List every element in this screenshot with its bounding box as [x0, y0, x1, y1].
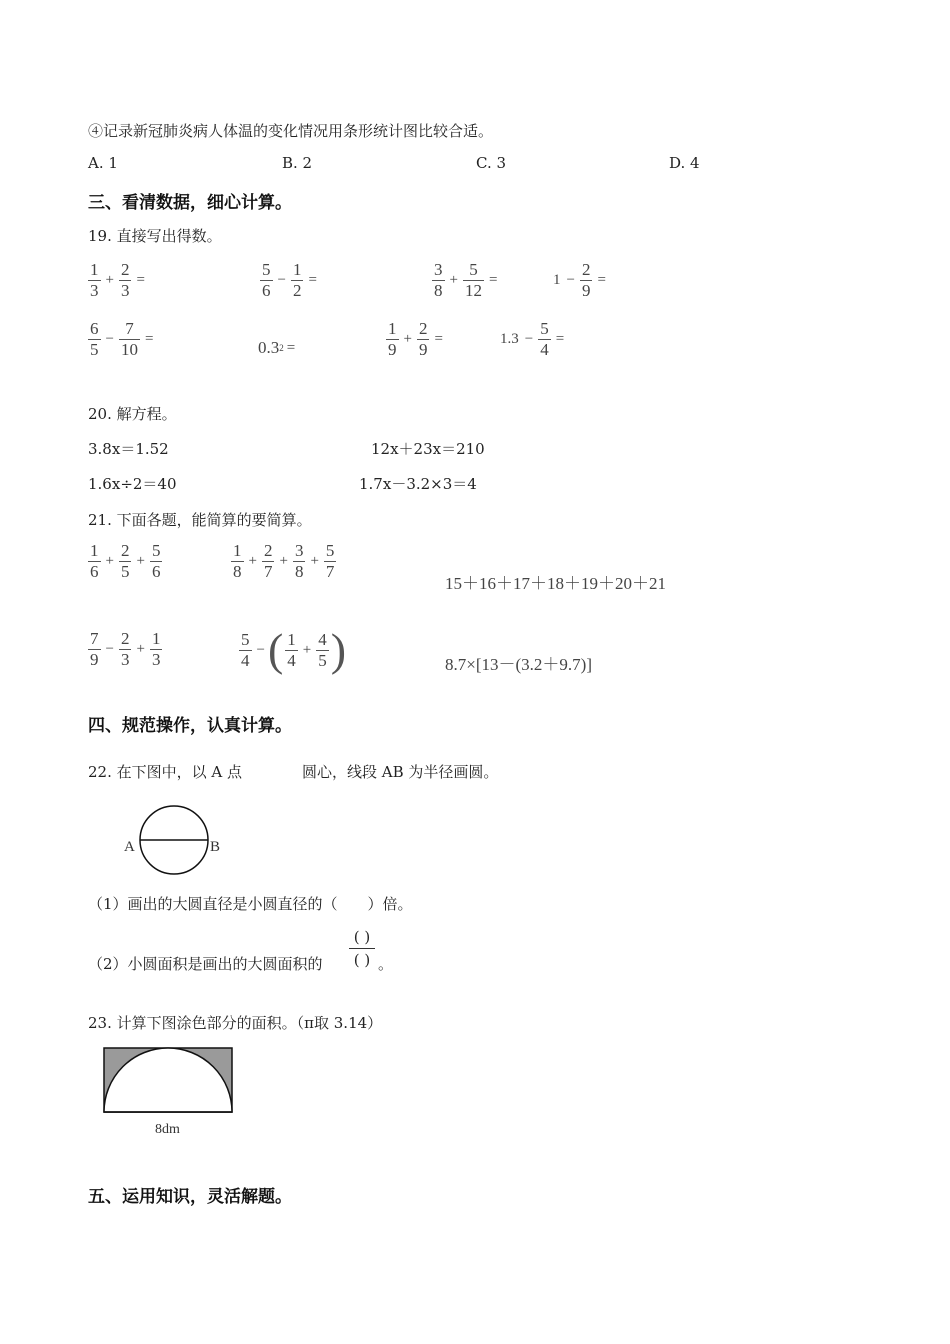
point-b-label: B: [210, 839, 221, 855]
q21-prompt: 21. 下面各题，能简算的要简算。: [88, 511, 312, 529]
q19-expr-6: 0.3 2 =: [258, 338, 296, 357]
q21-expr-4: $\frac{7}{9}$ − $\frac{2}{3}$ + $\frac{1}{3}$: [90, 629, 161, 669]
q23-prompt: 23. 计算下图涂色部分的面积。（π取 3.14）: [88, 1014, 383, 1032]
dimension-label: 8dm: [155, 1122, 180, 1137]
q20-equation-4: 1.7x－3.2×3＝4: [359, 475, 477, 493]
q19-expr-1: $\frac{1}{3}$ + $\frac{2}{3}$ =: [90, 260, 145, 300]
q20-prompt: 20. 解方程。: [88, 405, 177, 423]
q20-equation-3: 1.6x÷2＝40: [88, 475, 177, 493]
q19-prompt: 19. 直接写出得数。: [88, 227, 222, 245]
q21-expr-2: $\frac{1}{8}$ + $\frac{2}{7}$ + $\frac{3}{8}$ + $\frac{5}{7}$: [233, 541, 335, 581]
q21-expr-3: 15＋16＋17＋18＋19＋20＋21: [445, 574, 666, 593]
option-c[interactable]: C. 3: [476, 154, 507, 172]
q20-equation-1: 3.8x＝1.52: [88, 440, 169, 458]
section-3-title: 三、看清数据，细心计算。: [88, 193, 292, 213]
q22-sub-1: （1）画出的大圆直径是小圆直径的（ ）倍。: [88, 895, 413, 913]
option-b[interactable]: B. 2: [282, 154, 313, 172]
q19-expr-7: $\frac{1}{9}$ + $\frac{2}{9}$ =: [388, 319, 443, 359]
q20-equation-2: 12x＋23x＝210: [371, 440, 485, 458]
q22-circle-figure: [120, 800, 230, 880]
option-a[interactable]: A. 1: [88, 154, 118, 172]
q21-expr-1: $\frac{1}{6}$ + $\frac{2}{5}$ + $\frac{5}{6}$: [90, 541, 161, 581]
q19-expr-3: $\frac{3}{8}$ + $\frac{5}{12}$ =: [434, 260, 498, 300]
q21-expr-5: $\frac{5}{4}$ − ( $\frac{1}{4}$ + $\frac{4}{5}$ ): [241, 624, 347, 675]
section-4-title: 四、规范操作，认真计算。: [88, 716, 292, 736]
q19-expr-8: 1.3 − $\frac{5}{4}$ =: [500, 319, 565, 359]
q22-answer-fraction[interactable]: [348, 926, 376, 971]
q19-expr-2: $\frac{5}{6}$ − $\frac{1}{2}$ =: [262, 260, 317, 300]
q22-sub-2: （2）小圆面积是画出的大圆面积的: [88, 955, 323, 973]
q22-prompt-part-1: 22. 在下图中，以 A 点: [88, 763, 242, 781]
fraction-blank-numerator[interactable]: ( ): [353, 928, 371, 946]
q23-shaded-figure: [100, 1044, 240, 1140]
option-d[interactable]: D. 4: [669, 154, 700, 172]
q21-expr-6: 8.7×[13－(3.2＋9.7)]: [445, 655, 592, 674]
fraction-blank-denominator[interactable]: ( ): [349, 948, 375, 971]
q19-expr-5: $\frac{6}{5}$ − $\frac{7}{10}$ =: [90, 319, 154, 359]
point-a-label: A: [124, 839, 135, 855]
q22-sub-2-end: 。: [378, 955, 394, 973]
q22-prompt-part-2: 圆心，线段 AB 为半径画圆。: [302, 763, 499, 781]
section-5-title: 五、运用知识，灵活解题。: [88, 1187, 292, 1207]
q19-expr-4: 1 − $\frac{2}{9}$ =: [553, 260, 606, 300]
q18-statement-4: ④记录新冠肺炎病人体温的变化情况用条形统计图比较合适。: [88, 122, 494, 140]
